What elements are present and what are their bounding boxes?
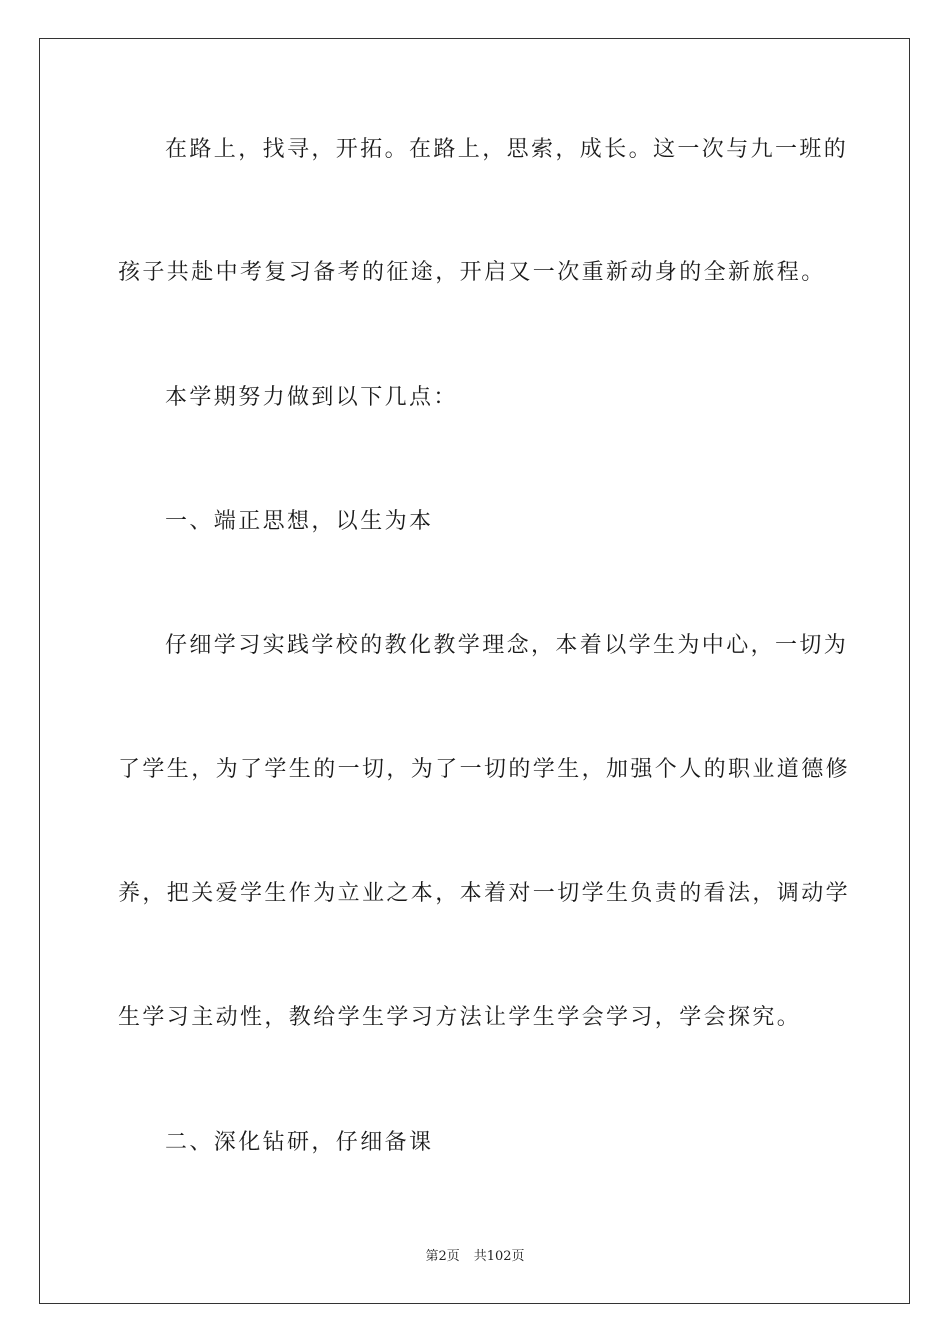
paragraph-line-5: 仔细学习实践学校的教化教学理念，本着以学生为中心，一切为 bbox=[165, 633, 849, 658]
paragraph-line-6: 了学生，为了学生的一切，为了一切的学生，加强个人的职业道德修 bbox=[118, 757, 851, 782]
total-pages: 共102页 bbox=[473, 1249, 525, 1264]
page-frame bbox=[39, 38, 910, 1304]
paragraph-line-3: 本学期努力做到以下几点： bbox=[165, 385, 458, 410]
paragraph-line-2: 孩子共赴中考复习备考的征途，开启又一次重新动身的全新旅程。 bbox=[118, 260, 826, 285]
paragraph-line-7: 养，把关爱学生作为立业之本，本着对一切学生负责的看法，调动学 bbox=[118, 881, 851, 906]
section-heading-2: 二、深化钻研，仔细备课 bbox=[165, 1130, 434, 1155]
paragraph-line-1: 在路上，找寻，开拓。在路上，思索，成长。这一次与九一班的 bbox=[165, 137, 849, 162]
paragraph-line-8: 生学习主动性，教给学生学习方法让学生学会学习，学会探究。 bbox=[118, 1005, 802, 1030]
page-footer bbox=[0, 1245, 950, 1264]
page-number: 第2页 bbox=[425, 1249, 460, 1264]
section-heading-1: 一、端正思想，以生为本 bbox=[165, 509, 434, 534]
